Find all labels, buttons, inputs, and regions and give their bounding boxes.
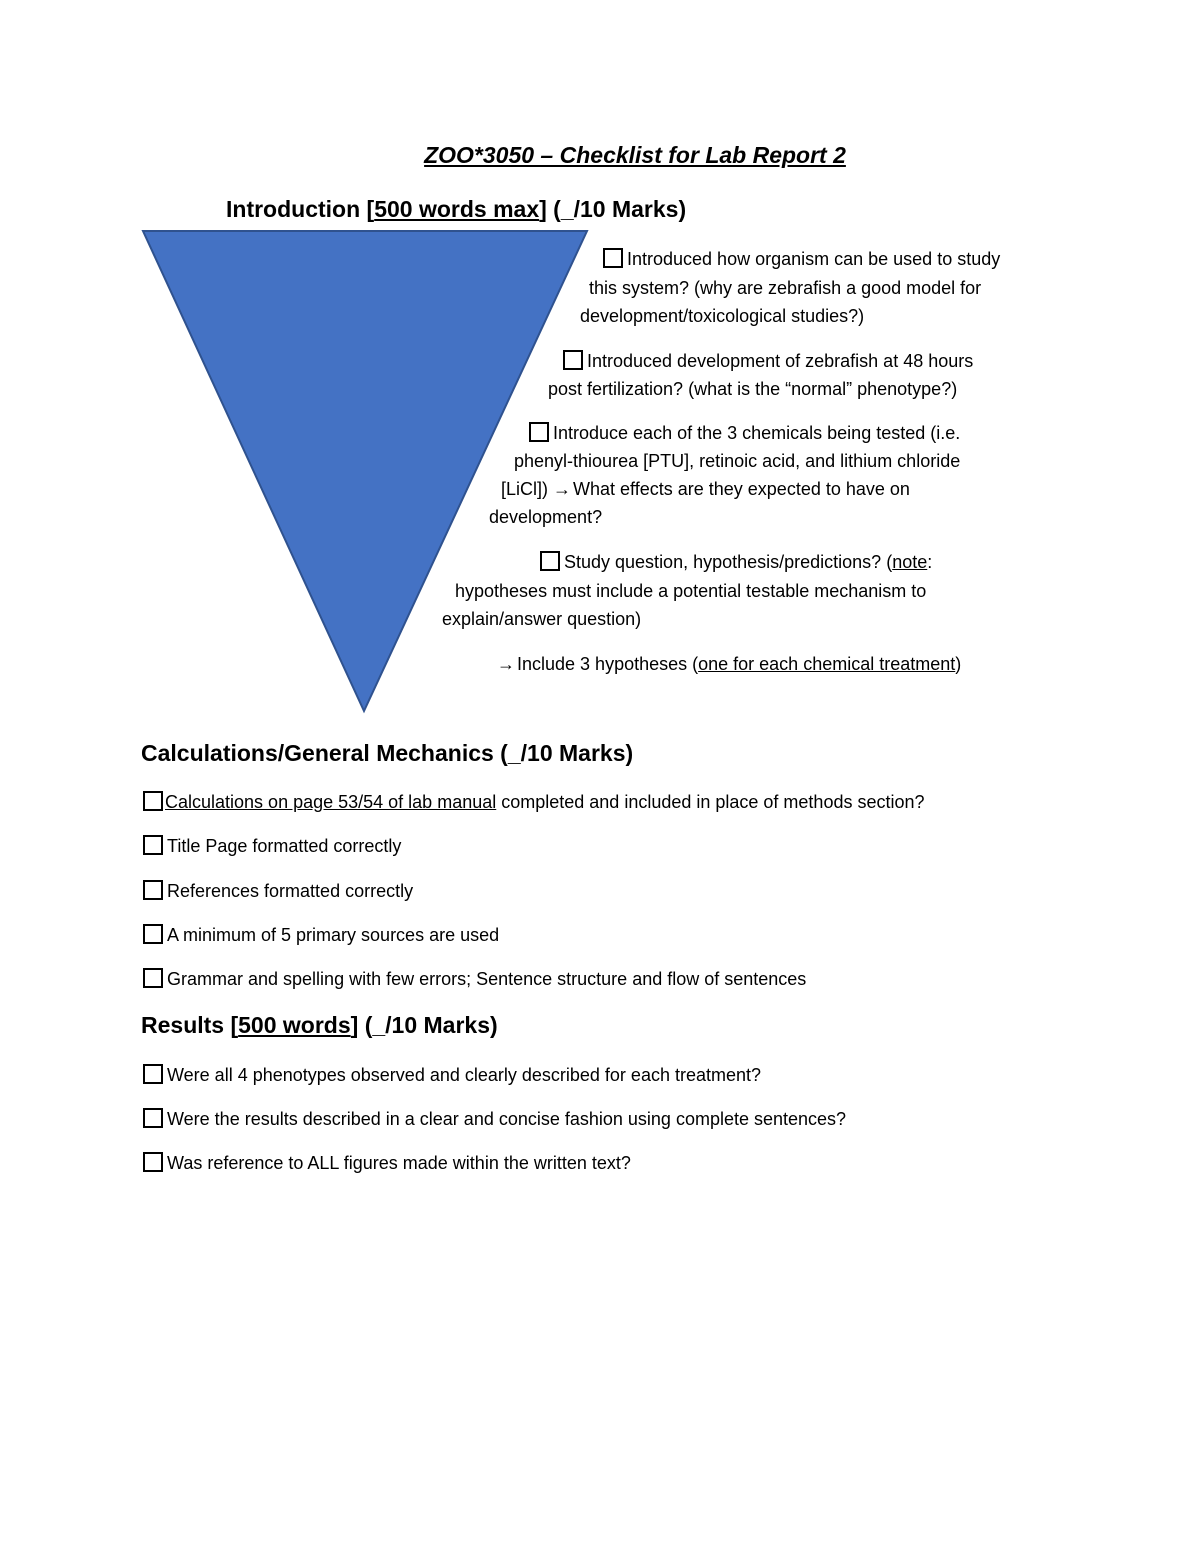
checkbox-icon[interactable] — [143, 1108, 163, 1128]
intro-item-2[interactable]: Introduced development of zebrafish at 48 hours — [563, 347, 973, 375]
calc-item-5[interactable]: Grammar and spelling with few errors; Sentence structure and flow of sentences — [143, 965, 806, 993]
checkbox-icon[interactable] — [143, 835, 163, 855]
arrow-right-icon: → — [497, 654, 515, 674]
intro-item-1-line-3: development/toxicological studies?) — [580, 306, 865, 326]
calc-item-2[interactable]: Title Page formatted correctly — [143, 832, 401, 860]
calc-item-4[interactable]: A minimum of 5 primary sources are used — [143, 921, 499, 949]
intro-item-4[interactable]: Study question, hypothesis/predictions? (note: — [540, 548, 932, 576]
checkbox-icon[interactable] — [529, 422, 549, 442]
calc-item-1[interactable]: Calculations on page 53/54 of lab manual completed and included in place of methods section? — [143, 788, 925, 816]
intro-item-2-line-2: post fertilization? (what is the “normal” phenotype?) — [548, 379, 958, 399]
intro-item-3-line-4: development? — [489, 507, 603, 527]
checkbox-icon[interactable] — [143, 968, 163, 988]
results-item-1[interactable]: Were all 4 phenotypes observed and clearly described for each treatment? — [143, 1061, 761, 1089]
checkbox-icon[interactable] — [143, 924, 163, 944]
arrow-right-icon: → — [553, 479, 572, 499]
calc-item-3[interactable]: References formatted correctly — [143, 877, 413, 905]
intro-item-1[interactable]: Introduced how organism can be used to study — [603, 245, 1000, 273]
intro-item-1-line-2: this system? (why are zebrafish a good model for — [589, 278, 982, 298]
calculations-heading: Calculations/General Mechanics (_/10 Marks) — [141, 740, 634, 766]
checkbox-icon[interactable] — [540, 551, 560, 571]
intro-heading: Introduction [500 words max] (_/10 Marks) — [226, 196, 687, 222]
intro-item-3-line-3: [LiCl]) → What effects are they expected to have on — [501, 479, 910, 499]
intro-item-5: → Include 3 hypotheses (one for each chemical treatment) — [497, 654, 962, 674]
page-title: ZOO*3050 – Checklist for Lab Report 2 — [424, 142, 846, 168]
checkbox-icon[interactable] — [143, 1064, 163, 1084]
intro-item-3[interactable]: Introduce each of the 3 chemicals being tested (i.e. — [529, 419, 960, 447]
checkbox-icon[interactable] — [143, 880, 163, 900]
intro-item-3-line-2: phenyl-thiourea [PTU], retinoic acid, and lithium chloride — [514, 451, 961, 471]
checkbox-icon[interactable] — [143, 791, 163, 811]
results-item-3[interactable]: Was reference to ALL figures made within the written text? — [143, 1149, 631, 1177]
intro-item-4-line-2: hypotheses must include a potential testable mechanism to — [455, 581, 927, 601]
checkbox-icon[interactable] — [143, 1152, 163, 1172]
intro-item-4-line-3: explain/answer question) — [442, 609, 642, 629]
results-heading: Results [500 words] (_/10 Marks) — [141, 1012, 498, 1038]
checkbox-icon[interactable] — [603, 248, 623, 268]
results-item-2[interactable]: Were the results described in a clear and concise fashion using complete sentences? — [143, 1105, 846, 1133]
checkbox-icon[interactable] — [563, 350, 583, 370]
